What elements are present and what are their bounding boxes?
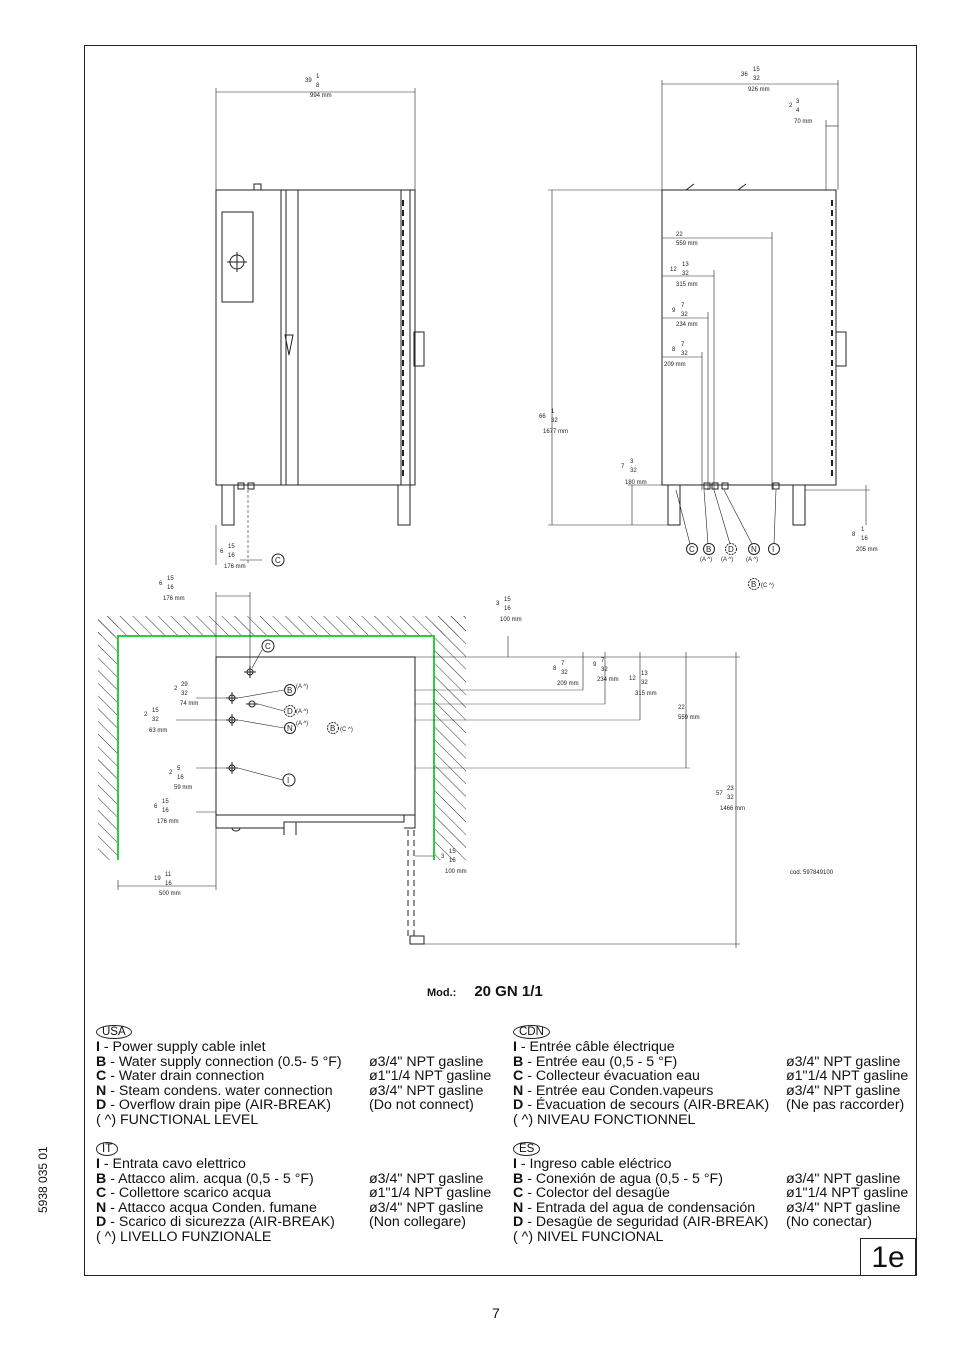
legend-spec: ø3/4" NPT gasline: [786, 1199, 901, 1216]
legend-description: ( ^) LIVELLO FUNZIONALE: [96, 1228, 272, 1245]
svg-text:cod. 597849100: cod. 597849100: [790, 870, 834, 876]
svg-text:32: 32: [753, 76, 760, 82]
svg-text:500 mm: 500 mm: [159, 891, 181, 897]
svg-text:15: 15: [228, 544, 235, 550]
legend-description: I - Entrée câble électrique: [513, 1039, 675, 1055]
svg-text:B: B: [330, 724, 336, 733]
svg-text:16: 16: [449, 858, 456, 864]
legend-row: [96, 1055, 491, 1070]
svg-text:6: 6: [159, 581, 163, 587]
svg-text:15: 15: [504, 597, 511, 603]
svg-text:74 mm: 74 mm: [180, 701, 199, 707]
legend-description: C - Colector del desagüe: [513, 1185, 670, 1202]
svg-text:7: 7: [601, 658, 605, 664]
legend-description: D - Overflow drain pipe (AIR-BREAK): [96, 1097, 331, 1114]
legend-es: [513, 1141, 908, 1245]
svg-text:22: 22: [676, 232, 683, 238]
svg-text:(A ^): (A ^): [296, 721, 309, 727]
svg-text:32: 32: [681, 351, 688, 357]
svg-text:12: 12: [629, 676, 636, 682]
legend-row: [513, 1098, 908, 1113]
svg-text:1677 mm: 1677 mm: [543, 429, 569, 435]
svg-text:32: 32: [561, 670, 568, 676]
svg-text:13: 13: [682, 262, 689, 268]
document-code: 5938 035 01: [36, 1146, 50, 1213]
legend-spec: ø1"1/4 NPT gasline: [786, 1185, 909, 1202]
svg-text:D: D: [287, 707, 293, 716]
svg-text:234 mm: 234 mm: [676, 322, 698, 328]
svg-text:16: 16: [228, 553, 235, 559]
legend-description: B - Attacco alim. acqua (0,5 - 5 °F): [96, 1170, 314, 1187]
legend-spec: (No conectar): [786, 1214, 872, 1231]
legend-spec: ø3/4" NPT gasline: [786, 1082, 901, 1099]
svg-text:2: 2: [789, 103, 793, 109]
svg-text:7: 7: [621, 464, 625, 470]
legend-description: C - Collecteur évacuation eau: [513, 1068, 700, 1085]
legend-cdn: [513, 1024, 908, 1128]
svg-text:16: 16: [504, 606, 511, 612]
svg-text:66: 66: [539, 414, 546, 420]
svg-text:C: C: [265, 642, 271, 651]
svg-text:23: 23: [727, 786, 734, 792]
legend-description: B - Conexión de agua (0,5 - 5 °F): [513, 1170, 723, 1187]
legend-description: ( ^) NIVEL FUNCIONAL: [513, 1228, 664, 1245]
svg-text:I: I: [287, 776, 290, 785]
svg-text:100 mm: 100 mm: [445, 869, 467, 875]
legend-row: [96, 1040, 491, 1055]
legend-spec: ø3/4" NPT gasline: [369, 1199, 484, 1216]
svg-text:209 mm: 209 mm: [664, 362, 686, 368]
legend-spec: ø3/4" NPT gasline: [786, 1170, 901, 1187]
svg-text:180 mm: 180 mm: [625, 480, 647, 486]
svg-text:8: 8: [316, 83, 320, 89]
svg-text:3: 3: [630, 459, 634, 465]
svg-text:32: 32: [681, 312, 688, 318]
legend-spec: (Non collegare): [369, 1214, 466, 1231]
legend-description: I - Ingreso cable eléctrico: [513, 1156, 672, 1172]
svg-text:15: 15: [753, 67, 760, 73]
legend-row: [96, 1098, 491, 1113]
svg-text:57: 57: [716, 791, 723, 797]
legend-row: [513, 1040, 908, 1055]
svg-text:C: C: [275, 556, 281, 565]
page-number: 7: [492, 1305, 500, 1321]
legend-description: D - Desagüe de seguridad (AIR-BREAK): [513, 1214, 769, 1231]
svg-text:15: 15: [152, 708, 159, 714]
svg-text:32: 32: [682, 271, 689, 277]
svg-text:315 mm: 315 mm: [635, 691, 657, 697]
legend-spec: (Ne pas raccorder): [786, 1097, 905, 1114]
svg-text:3: 3: [496, 601, 500, 607]
svg-text:1: 1: [551, 409, 555, 415]
legend-description: N - Entrée eau Conden.vapeurs: [513, 1082, 714, 1099]
model-label: Mod.: 20 GN 1/1: [427, 983, 543, 1000]
svg-text:1: 1: [861, 527, 865, 533]
svg-text:176 mm: 176 mm: [224, 564, 246, 570]
svg-text:2: 2: [144, 712, 148, 718]
svg-text:32: 32: [181, 691, 188, 697]
legend-language-tag: ES: [513, 1142, 540, 1156]
svg-text:2: 2: [169, 770, 173, 776]
legend-description: ( ^) NIVEAU FONCTIONNEL: [513, 1111, 696, 1128]
legend-row: [96, 1084, 491, 1099]
svg-text:63 mm: 63 mm: [149, 728, 168, 734]
legend-row: [513, 1186, 908, 1201]
legend-language-tag: USA: [96, 1025, 132, 1039]
svg-text:15: 15: [162, 799, 169, 805]
svg-text:2: 2: [174, 686, 178, 692]
svg-text:70 mm: 70 mm: [794, 119, 813, 125]
svg-text:7: 7: [681, 342, 685, 348]
front-view: [216, 88, 424, 566]
svg-text:N: N: [751, 545, 757, 554]
svg-text:315 mm: 315 mm: [676, 282, 698, 288]
legend-row: [96, 1215, 491, 1230]
svg-text:16: 16: [167, 585, 174, 591]
legend-row: [513, 1215, 908, 1230]
legend-spec: ø3/4" NPT gasline: [369, 1082, 484, 1099]
legend-description: N - Entrada del agua de condensación: [513, 1199, 756, 1216]
svg-text:205 mm: 205 mm: [856, 547, 878, 553]
model-value: 20 GN 1/1: [474, 983, 543, 1000]
svg-text:16: 16: [177, 775, 184, 781]
svg-text:176 mm: 176 mm: [157, 819, 179, 825]
legend-it: [96, 1141, 491, 1245]
legend-description: D - Scarico di sicurezza (AIR-BREAK): [96, 1214, 335, 1231]
svg-text:176 mm: 176 mm: [163, 596, 185, 602]
legend-usa: [96, 1024, 491, 1128]
legend-row: [96, 1069, 491, 1084]
figure-tag: 1e: [860, 1238, 916, 1276]
svg-text:1: 1: [316, 74, 320, 80]
svg-text:32: 32: [551, 418, 558, 424]
legend-spec: ø3/4" NPT gasline: [369, 1170, 484, 1187]
legend-row: [96, 1172, 491, 1187]
svg-text:15: 15: [167, 576, 174, 582]
legend-description: ( ^) FUNCTIONAL LEVEL: [96, 1111, 259, 1128]
svg-text:(A ^): (A ^): [746, 557, 759, 563]
svg-text:8: 8: [852, 532, 856, 538]
svg-text:B: B: [287, 686, 293, 695]
legend-row: [513, 1157, 908, 1172]
connection-markers: [265, 545, 774, 785]
svg-text:8: 8: [553, 666, 557, 672]
svg-text:12: 12: [670, 267, 677, 273]
svg-text:209 mm: 209 mm: [557, 681, 579, 687]
svg-text:(A ^): (A ^): [721, 557, 734, 563]
svg-text:(C ^): (C ^): [340, 727, 353, 733]
svg-text:I: I: [772, 545, 775, 554]
svg-text:15: 15: [449, 849, 456, 855]
svg-text:32: 32: [152, 717, 159, 723]
svg-text:994 mm: 994 mm: [310, 93, 332, 99]
legend-description: C - Water drain connection: [96, 1068, 265, 1085]
svg-text:1466 mm: 1466 mm: [720, 806, 746, 812]
svg-text:4: 4: [796, 108, 800, 114]
legend-spec: ø1"1/4 NPT gasline: [786, 1068, 909, 1085]
svg-text:(A ^): (A ^): [296, 709, 309, 715]
svg-text:22: 22: [678, 705, 685, 711]
svg-text:3: 3: [441, 854, 445, 860]
svg-text:100 mm: 100 mm: [500, 617, 522, 623]
legend-description: I - Entrata cavo elettrico: [96, 1156, 246, 1172]
svg-text:(A ^): (A ^): [700, 557, 713, 563]
svg-text:9: 9: [672, 308, 676, 314]
svg-text:6: 6: [154, 804, 158, 810]
svg-text:C: C: [689, 545, 695, 554]
svg-text:D: D: [728, 545, 734, 554]
svg-text:926 mm: 926 mm: [748, 87, 770, 93]
legend-language-tag: IT: [96, 1142, 118, 1156]
legend-description: D - Évacuation de secours (AIR-BREAK): [513, 1097, 770, 1114]
svg-text:234 mm: 234 mm: [597, 677, 619, 683]
svg-text:559 mm: 559 mm: [678, 715, 700, 721]
svg-text:6: 6: [220, 549, 224, 555]
svg-text:5: 5: [177, 766, 181, 772]
svg-text:7: 7: [681, 303, 685, 309]
svg-text:3: 3: [796, 99, 800, 105]
legend-spec: ø1"1/4 NPT gasline: [369, 1185, 492, 1202]
legend-row: [96, 1186, 491, 1201]
legend-description: N - Attacco acqua Conden. fumane: [96, 1199, 317, 1216]
svg-text:32: 32: [601, 667, 608, 673]
svg-text:36: 36: [741, 72, 748, 78]
svg-text:B: B: [751, 580, 757, 589]
legend-row: [513, 1201, 908, 1216]
svg-text:32: 32: [641, 680, 648, 686]
legend-description: B - Water supply connection (0.5- 5 °F): [96, 1053, 342, 1070]
legend-language-tag: CDN: [513, 1025, 550, 1039]
svg-text:B: B: [706, 545, 712, 554]
svg-text:(A ^): (A ^): [296, 684, 309, 690]
svg-text:16: 16: [165, 881, 172, 887]
legend-spec: (Do not connect): [369, 1097, 474, 1114]
legend-description: B - Entrée eau (0,5 - 5 °F): [513, 1053, 678, 1070]
svg-text:N: N: [287, 724, 293, 733]
legend-row: [513, 1230, 908, 1245]
legend-row: [96, 1113, 491, 1128]
svg-text:16: 16: [861, 536, 868, 542]
svg-text:7: 7: [561, 661, 565, 667]
legend-description: N - Steam condens. water connection: [96, 1082, 333, 1099]
svg-text:39: 39: [305, 78, 312, 84]
side-view: [548, 80, 870, 590]
legend-row: [513, 1055, 908, 1070]
svg-text:13: 13: [641, 671, 648, 677]
legend-spec: ø3/4" NPT gasline: [786, 1053, 901, 1070]
svg-text:9: 9: [593, 662, 597, 668]
svg-text:(C ^): (C ^): [761, 583, 774, 589]
legend-row: [96, 1201, 491, 1216]
legend-description: I - Power supply cable inlet: [96, 1039, 266, 1055]
legend-row: [513, 1113, 908, 1128]
svg-text:16: 16: [162, 808, 169, 814]
legend-row: [513, 1172, 908, 1187]
legend-description: C - Collettore scarico acqua: [96, 1185, 272, 1202]
legend-spec: ø1"1/4 NPT gasline: [369, 1068, 492, 1085]
svg-text:32: 32: [630, 468, 637, 474]
legend-row: [96, 1157, 491, 1172]
legend-spec: ø3/4" NPT gasline: [369, 1053, 484, 1070]
legend-row: [513, 1069, 908, 1084]
plan-view: [98, 592, 740, 948]
svg-text:559 mm: 559 mm: [676, 241, 698, 247]
svg-text:11: 11: [165, 872, 172, 878]
svg-text:32: 32: [727, 795, 734, 801]
svg-text:19: 19: [154, 876, 161, 882]
svg-text:29: 29: [181, 682, 188, 688]
legend-row: [96, 1230, 491, 1245]
svg-text:8: 8: [672, 347, 676, 353]
svg-text:59 mm: 59 mm: [174, 785, 193, 791]
